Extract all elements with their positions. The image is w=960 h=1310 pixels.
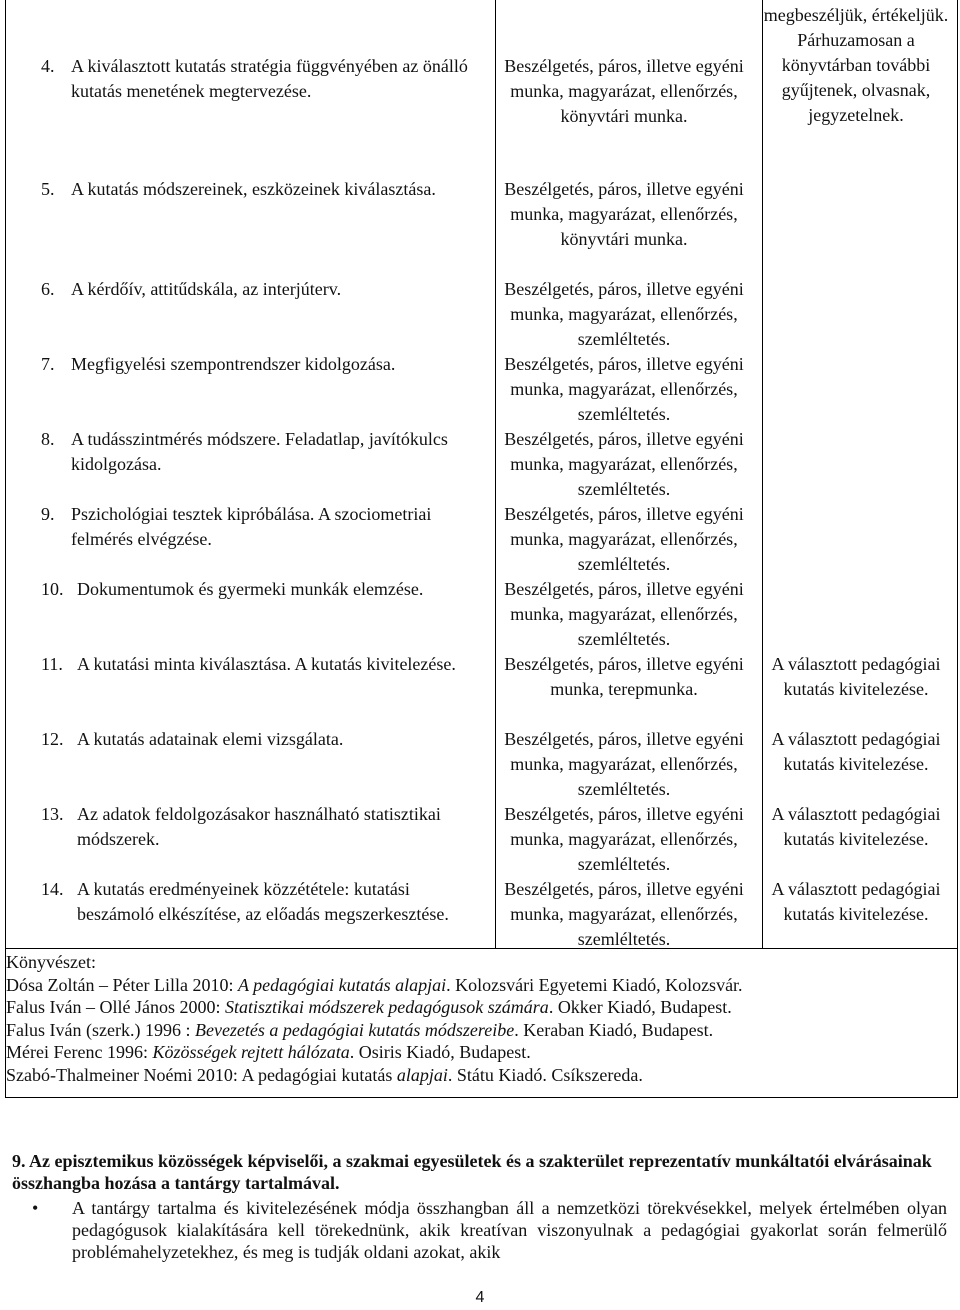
row-task: A kutatás eredményeinek közzététele: kutatási beszámoló elkészítése, az előadás megszerkesztése. — [77, 879, 449, 924]
bibliography-entry: Falus Iván (szerk.) 1996 : Bevezetés a pedagógiai kutatás módszereibe. Keraban Kiadó, Budapest. — [6, 1019, 714, 1040]
table-row — [41, 352, 481, 377]
row-task: A kutatási minta kiválasztása. A kutatás kivitelezése. — [77, 654, 456, 674]
row-method: Beszélgetés, páros, illetve egyéni munka, magyarázat, ellenőrzés, szemléltetés. — [504, 879, 744, 949]
row-method: Beszélgetés, páros, illetve egyéni munka, magyarázat, ellenőrzés, szemléltetés. — [504, 579, 744, 649]
table-row — [41, 54, 481, 104]
row-number: 10. — [41, 579, 64, 599]
row-task: Pszichológiai tesztek kipróbálása. A szociometriai felmérés elvégzése. — [71, 504, 432, 549]
row-task: A kutatás adatainak elemi vizsgálata. — [77, 729, 344, 749]
row-method: Beszélgetés, páros, illetve egyéni munka, magyarázat, ellenőrzés, szemléltetés. — [504, 504, 744, 574]
row-independent-work: A választott pedagógiai kutatás kivitelezése. — [771, 729, 941, 774]
row-number: 6. — [41, 279, 55, 299]
row-divider — [6, 948, 957, 949]
row-task: Dokumentumok és gyermeki munkák elemzése. — [77, 579, 424, 599]
bibliography-entry: Mérei Ferenc 1996: Közösségek rejtett hálózata. Osiris Kiadó, Budapest. — [6, 1042, 531, 1063]
row-method: Beszélgetés, páros, illetve egyéni munka, magyarázat, ellenőrzés, szemléltetés. — [504, 279, 744, 349]
row-number: 7. — [41, 354, 55, 374]
row-number: 8. — [41, 429, 55, 449]
row-method: Beszélgetés, páros, illetve egyéni munka, magyarázat, ellenőrzés, szemléltetés. — [504, 354, 744, 424]
row-task: A kiválasztott kutatás stratégia függvényében az önálló kutatás menetének megtervezése. — [71, 56, 468, 101]
page-number: 4 — [475, 1289, 485, 1306]
row-independent-work: A választott pedagógiai kutatás kivitelezése. — [771, 879, 941, 924]
row-method: Beszélgetés, páros, illetve egyéni munka, magyarázat, ellenőrzés, könyvtári munka. — [504, 56, 744, 126]
table-row — [41, 427, 481, 477]
bullet-item — [12, 1197, 947, 1263]
table-row — [41, 277, 481, 302]
row-independent-work: A választott pedagógiai kutatás kivitelezése. — [771, 654, 941, 699]
row-task: A kérdőív, attitűdskála, az interjúterv. — [71, 279, 342, 299]
row-number: 14. — [41, 879, 64, 899]
table-row — [41, 802, 481, 852]
row-number: 11. — [41, 654, 63, 674]
bibliography-entry: Falus Iván – Ollé János 2000: Statisztikai módszerek pedagógusok számára. Okker Kiadó, Budapest. — [6, 997, 732, 1018]
bibliography-label: Könyvészet: — [6, 952, 96, 972]
table-row — [41, 877, 481, 927]
bibliography-entry: Szabó-Thalmeiner Noémi 2010: A pedagógiai kutatás alapjai. Státu Kiadó. Csíkszereda. — [6, 1064, 643, 1085]
row-number: 5. — [41, 179, 55, 199]
row-task: Az adatok feldolgozásakor használható statisztikai módszerek. — [77, 804, 441, 849]
row-number: 4. — [41, 56, 55, 76]
section-heading: 9. Az episztemikus közösségek képviselői, a szakmai egyesületek és a szakterület reprezentatív munkáltatói elvárásainak összhangba hozása a tantárgy tartalmával. — [12, 1151, 932, 1193]
bibliography — [6, 951, 946, 1087]
table-row — [41, 652, 481, 677]
row-independent-work: A választott pedagógiai kutatás kivitelezése. — [771, 804, 941, 849]
bibliography-entry: Dósa Zoltán – Péter Lilla 2010: A pedagógiai kutatás alapjai. Kolozsvári Egyetemi Kiadó, Kolozsvár. — [6, 974, 743, 995]
table-row — [41, 727, 481, 752]
table-row — [41, 577, 481, 602]
bullet-icon: • — [32, 1198, 39, 1218]
bullet-text: A tantárgy tartalma és kivitelezésének módja összhangban áll a nemzetközi törekvésekkel, melyek értelmében olyan pedagógusok kialakítására kell törekednünk, akik kreatívan viszonyulnak a pedagógiai gyakorlat során felmerülő problémahelyzetekhez, és meg is tudják oldani azokat, akik — [72, 1198, 947, 1262]
table-row — [41, 502, 481, 552]
row-number: 13. — [41, 804, 64, 824]
row-method: Beszélgetés, páros, illetve egyéni munka, magyarázat, ellenőrzés, szemléltetés. — [504, 729, 744, 799]
row-task: A kutatás módszereinek, eszközeinek kiválasztása. — [71, 179, 436, 199]
row-method: Beszélgetés, páros, illetve egyéni munka, magyarázat, ellenőrzés, szemléltetés. — [504, 804, 744, 874]
row-task: A tudásszintmérés módszere. Feladatlap, javítókulcs kidolgozása. — [71, 429, 448, 474]
table-row — [41, 177, 481, 202]
independent-work-note: megbeszéljük, értékeljük. Párhuzamosan a könyvtárban további gyűjtenek, olvasnak, jegyzetelnek. — [763, 5, 949, 125]
row-method: Beszélgetés, páros, illetve egyéni munka, magyarázat, ellenőrzés, könyvtári munka. — [504, 179, 744, 249]
row-method: Beszélgetés, páros, illetve egyéni munka, magyarázat, ellenőrzés, szemléltetés. — [504, 429, 744, 499]
row-task: Megfigyelési szempontrendszer kidolgozása. — [71, 354, 396, 374]
row-number: 12. — [41, 729, 64, 749]
row-number: 9. — [41, 504, 55, 524]
row-method: Beszélgetés, páros, illetve egyéni munka, terepmunka. — [504, 654, 744, 699]
